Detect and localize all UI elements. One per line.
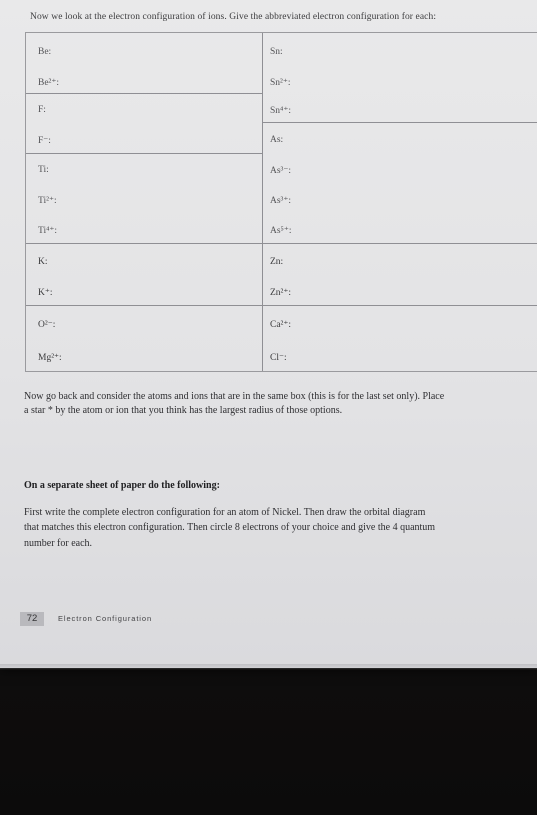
right-cell-as3minus: As³⁻: <box>270 166 292 176</box>
left-cell-be: Be: <box>38 47 52 57</box>
right-cell-ca2plus: Ca²⁺: <box>270 320 292 330</box>
left-cell-kplus: K⁺: <box>38 288 53 298</box>
left-cell-o2minus: O²⁻: <box>38 320 56 330</box>
nickel-instruction-line-2: that matches this electron configuration. Then circle 8 electrons of your choice and give the 4 quantum <box>24 522 436 533</box>
left-cell-ti2plus: Ti²⁺: <box>38 196 57 206</box>
nickel-instruction-line-3: number for each. <box>24 538 93 549</box>
left-cell-ti: Ti: <box>38 165 49 175</box>
left-cell-ti4plus: Ti⁴⁺: <box>38 226 58 236</box>
separate-sheet-heading: On a separate sheet of paper do the following: <box>24 480 220 491</box>
column-divider <box>262 33 263 371</box>
nickel-instruction-line-1: First write the complete electron configuration for an atom of Nickel. Then draw the orbital diagram <box>24 507 426 518</box>
page-number: 72 <box>20 612 44 626</box>
worksheet-heading: Now we look at the electron configuration of ions. Give the abbreviated electron configuration for each: <box>30 12 437 22</box>
left-row-divider <box>26 153 262 154</box>
right-cell-as: As: <box>270 135 284 145</box>
right-cell-clminus: Cl⁻: <box>270 353 287 363</box>
row-divider <box>26 243 537 244</box>
right-row-divider <box>262 122 537 123</box>
ion-configuration-table <box>25 32 537 372</box>
section-label: Electron Configuration <box>58 614 153 623</box>
star-instruction-line-1: Now go back and consider the atoms and ions that are in the same box (this is for the last set only). Place <box>24 391 445 402</box>
left-cell-mg2plus: Mg²⁺: <box>38 353 62 363</box>
left-cell-fminus: F⁻: <box>38 136 51 146</box>
right-cell-as3plus: As³⁺: <box>270 196 292 206</box>
right-cell-sn: Sn: <box>270 47 283 57</box>
left-row-divider <box>26 93 262 94</box>
left-cell-be2plus: Be²⁺: <box>38 78 60 88</box>
right-cell-sn4plus: Sn⁴⁺: <box>270 106 291 116</box>
star-instruction-line-2: a star * by the atom or ion that you think has the largest radius of those options. <box>24 405 343 416</box>
left-cell-k: K: <box>38 257 48 267</box>
paper-edge-shadow <box>0 664 537 670</box>
right-cell-zn: Zn: <box>270 257 284 267</box>
right-cell-zn2plus: Zn²⁺: <box>270 288 292 298</box>
right-cell-as5plus: As⁵⁺: <box>270 226 292 236</box>
left-cell-f: F: <box>38 105 46 115</box>
right-cell-sn2plus: Sn²⁺: <box>270 78 291 88</box>
row-divider <box>26 305 537 306</box>
